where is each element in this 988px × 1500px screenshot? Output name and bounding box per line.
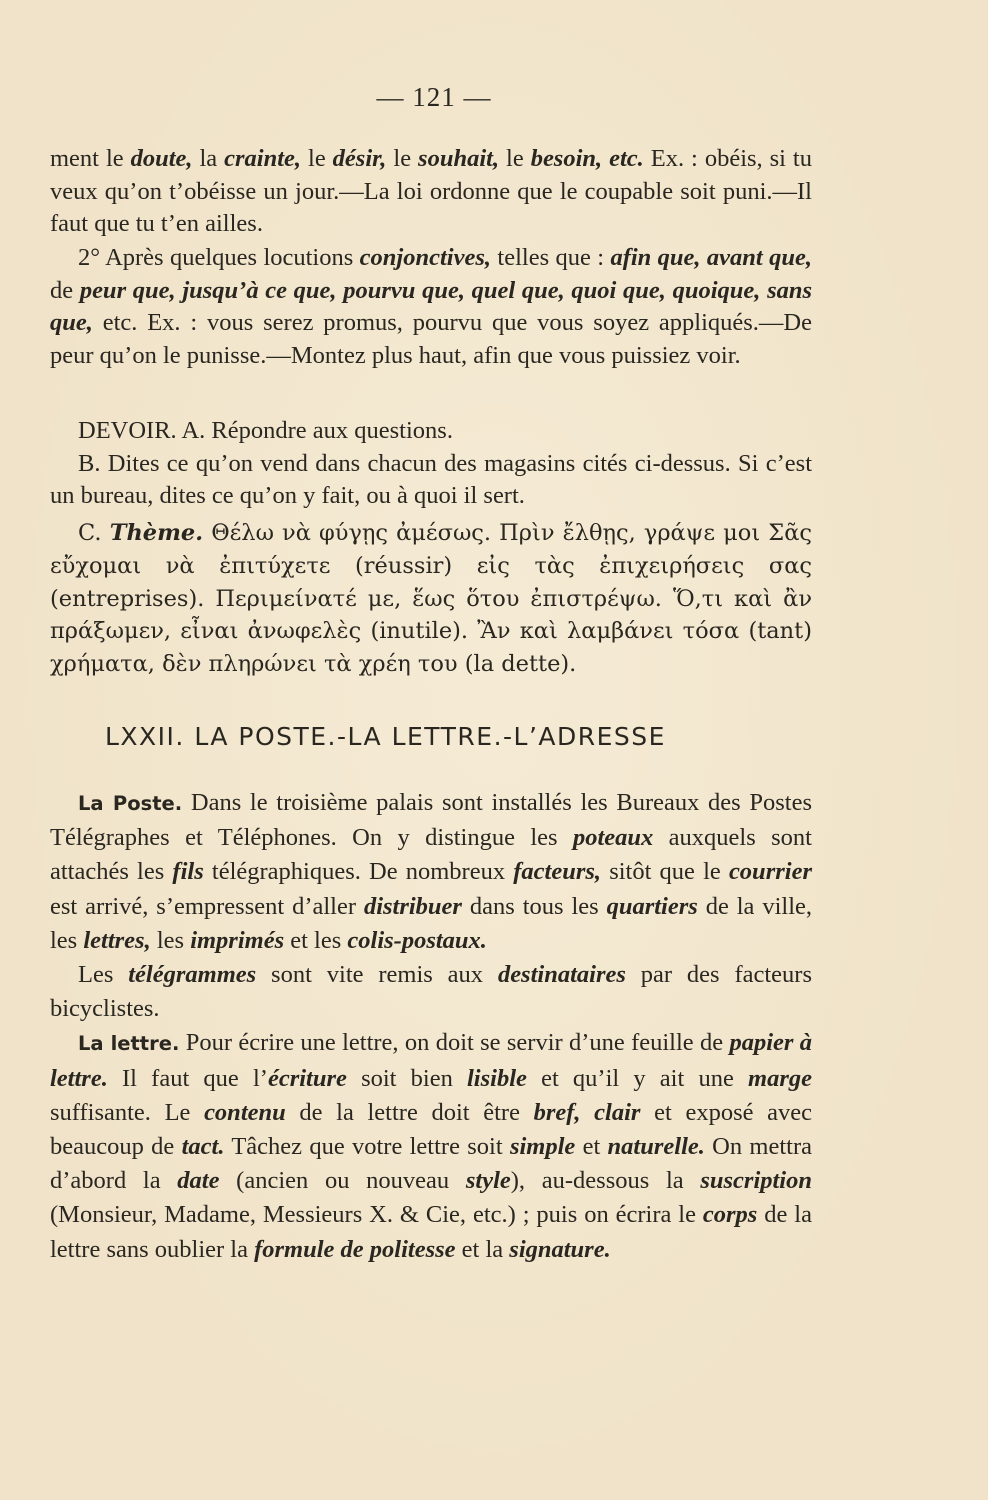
text-run: de la lettre sans oublier la [50, 1201, 812, 1263]
paragraph-la-poste [50, 786, 812, 958]
emphasized-term: lisible [467, 1064, 527, 1092]
text-run: Les [78, 961, 129, 989]
text-run: Tâchez que votre lettre soit [224, 1133, 510, 1161]
emphasized-term: signature. [509, 1235, 611, 1263]
lesson-text [50, 786, 812, 1267]
text-run: suffisante. Le [50, 1098, 205, 1126]
emphasized-term: papier à lettre. [50, 1029, 812, 1092]
emphasized-term: conjonctives, [359, 244, 492, 271]
emphasized-term: simple [509, 1133, 576, 1161]
emphasized-term: courrier [728, 858, 812, 886]
text-run: ), au-dessous la [510, 1167, 701, 1195]
emphasized-term: naturelle. [607, 1133, 705, 1161]
emphasized-term: fils [172, 858, 204, 886]
text-run: Pour écrire une lettre, on doit se servir d’une feuille de [179, 1029, 730, 1057]
exercise-b: B. Dites ce qu’on vend dans chacun des magasins cités ci-dessus. Si c’est un bureau, dites ce qu’on y fait, ou à quoi il sert. [50, 449, 812, 510]
emphasized-term: souhait, [418, 145, 500, 172]
page-number: — 121 — [376, 82, 492, 112]
emphasized-term: afin que, avant que, [610, 244, 812, 271]
exercise-block [50, 415, 812, 681]
text-run: On mettra d’abord la [50, 1133, 812, 1195]
emphasized-term: Thème. [109, 520, 204, 547]
text-run: 2° Après quelques locutions [78, 244, 360, 271]
text-run: et exposé avec beaucoup de [50, 1098, 812, 1161]
emphasized-term: facteurs, [513, 858, 602, 886]
text-run: C. [78, 520, 110, 547]
emphasized-term: quartiers [606, 892, 698, 920]
paragraph-conjunctive-locutions [50, 242, 812, 373]
section-heading: LXXII. LA POSTE.-LA LETTRE.-L’ADRESSE [105, 722, 666, 751]
text-run: dans tous les [461, 892, 607, 920]
emphasized-term: colis-postaux. [347, 926, 487, 954]
emphasized-term: marge [748, 1064, 812, 1092]
emphasized-term: distribuer [363, 892, 462, 920]
text-run: Ex. : obéis, si tu veux qu’on t’obéisse un jour.—La loi ordonne que le coupable soit puni.—Il faut que tu t’en ailles. [50, 145, 812, 238]
emphasized-term: télégrammes [128, 961, 257, 989]
text-run: et la [455, 1235, 510, 1263]
paragraph-label: La Poste. [78, 792, 183, 815]
emphasized-term: formule de politesse [254, 1235, 456, 1263]
emphasized-term: crainte, [224, 145, 302, 172]
emphasized-term: style [465, 1167, 511, 1195]
emphasized-term: contenu [204, 1098, 286, 1126]
emphasized-term: lettres, [83, 926, 151, 954]
text-run: auxquels sont attachés les [50, 824, 812, 886]
text-run: ment le [50, 145, 131, 172]
text-run: (Monsieur, Madame, Messieurs X. & Cie, etc.) ; puis on écrira le [50, 1201, 703, 1229]
text-run: soit bien [346, 1064, 467, 1092]
text-run: sitôt que le [601, 858, 729, 886]
text-run: par des facteurs bicyclistes. [50, 961, 812, 1023]
text-run: telles que : [491, 244, 611, 271]
emphasized-term: doute, [130, 145, 193, 172]
text-run: etc. Ex. : vous serez promus, pourvu que vous soyez appliqués.—De peur qu’on le punisse.—Montez plus haut, afin que vous puissiez voir. [50, 309, 812, 370]
paragraph-la-lettre [50, 1026, 812, 1266]
text-run: et [575, 1133, 608, 1161]
emphasized-term: tact. [181, 1133, 225, 1161]
emphasized-term: destinataires [497, 961, 626, 989]
emphasized-term: suscription [700, 1167, 812, 1195]
text-run: et qu’il y ait une [526, 1064, 749, 1092]
text-run: Il faut que l’ [107, 1064, 268, 1092]
exercise-c-theme [50, 517, 812, 681]
exercise-a: DEVOIR. A. Répondre aux questions. [78, 417, 453, 444]
text-run: (ancien ou nouveau [219, 1167, 466, 1195]
text-run: les [150, 926, 191, 954]
text-run: Θέλω νὰ φύγῃς ἀμέσως. Πρὶν ἔλθῃς, γράψε μοι Σᾶς εὔχομαι νὰ ἐπιτύχετε (réussir) εἰς τὰς ἐπιχειρήσεις σας (entreprises). Περιμείνατέ με, ἕως ὅτου ἐπιστρέψω. Ὅ,τι καὶ ἂν πράξωμεν, εἶναι ἀνωφελὲς (inutile). Ἂν καὶ λαμβάνει τόσα (tant) χρήματα, δὲν πληρώνει τὰ χρέη του (la dette). [50, 520, 812, 677]
text-run: de la lettre doit être [285, 1098, 534, 1126]
emphasized-term: peur que, jusqu’à ce que, pourvu que, quel que, quoi que, quoique, sans que, [50, 276, 813, 337]
emphasized-term: écriture [267, 1064, 347, 1092]
paragraph-subjunctive-uses [50, 143, 812, 241]
paragraph-label: La lettre. [78, 1032, 180, 1056]
text-run: sont vite remis aux [256, 961, 498, 989]
text-run: de la ville, les [50, 892, 812, 954]
text-run: télégraphiques. De nombreux [203, 858, 514, 886]
text-run: le [386, 145, 419, 172]
emphasized-term: besoin, etc. [530, 145, 644, 172]
paragraph-telegrammes [50, 958, 812, 1026]
text-run: est arrivé, s’empressent d’aller [50, 892, 364, 920]
emphasized-term: corps [702, 1201, 758, 1229]
emphasized-term: date [177, 1167, 220, 1195]
text-run: le [499, 145, 531, 172]
emphasized-term: imprimés [190, 926, 285, 954]
emphasized-term: bref, clair [533, 1098, 641, 1126]
text-run: le [301, 145, 333, 172]
text-run: de [50, 276, 80, 304]
emphasized-term: poteaux [572, 824, 654, 852]
text-run: et les [284, 926, 348, 954]
emphasized-term: désir, [332, 145, 387, 172]
text-run: la [192, 145, 225, 172]
text-run: Dans le troisième palais sont installés les Bureaux des Postes Télégraphes et Téléphones. On y distingue les [50, 789, 813, 852]
